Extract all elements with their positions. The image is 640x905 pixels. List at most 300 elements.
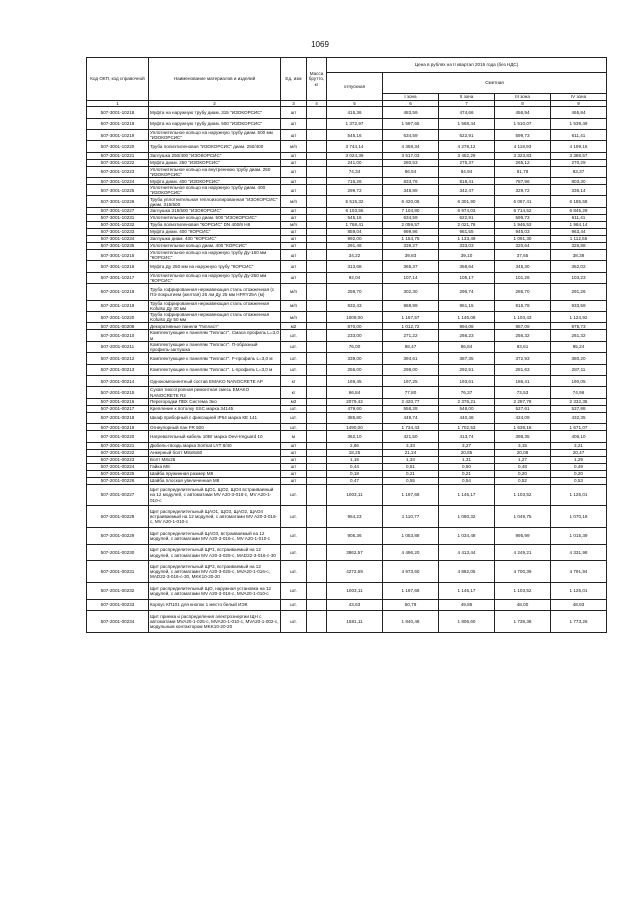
cell-name: Муфта диам. 400 "ИЗОКОРСИС" [149, 178, 281, 185]
cell-name: Шайба плоская увеличенная М8 [149, 477, 281, 484]
cell-price-zone-1: 833,76 [383, 178, 439, 185]
cell-price-zone-2: 818,41 [439, 178, 495, 185]
table-row [87, 118, 607, 129]
cell-price-zone-4: 0,49 [551, 463, 607, 470]
cell-price-zone-1: 50,79 [383, 599, 439, 610]
cell-price-zone-1: 3 517,03 [383, 152, 439, 159]
cell-price-zone-2: 105,17 [439, 272, 495, 283]
table-row [87, 141, 607, 152]
cell-price-zone-3: 456,94 [495, 107, 551, 118]
cell-price-otpusknaya: 992,00 [327, 235, 383, 242]
cell-price-otpusknaya: 545,16 [327, 129, 383, 140]
header-mass: Масса брутто, кг [307, 58, 327, 101]
cell-name: Нагревательный кабель 10Вт марка Devi-Ireguard 10 [149, 431, 281, 442]
table-row [87, 375, 607, 386]
table-row [87, 470, 607, 477]
cell-code: 507-2001-00231 [87, 561, 149, 583]
cell-price-zone-4: 1 015,39 [551, 528, 607, 545]
cell-price-zone-2: 981,55 [439, 228, 495, 235]
cell-code: 507-3001-10218 [87, 107, 149, 118]
cell-name: Уплотнительное кольцо на внутреннюю трубу диам. 250 "ИЗОКОРСИС" [149, 166, 281, 177]
cell-price-zone-4: 287,11 [551, 364, 607, 375]
cell-mass [307, 506, 327, 528]
cell-unit: шт [281, 477, 307, 484]
cell-name: Муфта на наружную трубу диам. 315 "ИЗОКОРСИС" [149, 107, 281, 118]
cell-price-zone-1: 7 104,80 [383, 207, 439, 214]
column-number: 5 [327, 101, 383, 107]
cell-price-zone-1: 280,53 [383, 159, 439, 166]
cell-price-zone-3: 0,48 [495, 463, 551, 470]
cell-price-zone-4: 336,14 [551, 185, 607, 196]
cell-price-zone-1: 298,00 [383, 364, 439, 375]
table-row [87, 528, 607, 545]
cell-code: 507-3001-10235 [87, 242, 149, 249]
cell-unit: шт [281, 249, 307, 260]
cell-code: 507-2001-00216 [87, 398, 149, 405]
cell-price-zone-3: 0,52 [495, 477, 551, 484]
cell-price-otpusknaya: 18,25 [327, 449, 383, 456]
cell-price-zone-1: 2 420,77 [383, 398, 439, 405]
cell-unit: м/п [281, 196, 307, 207]
cell-mass [307, 249, 327, 260]
cell-unit: шт [281, 214, 307, 221]
cell-name: Труба гофрированная нержавеющая сталь отожженная Kofulso Ду 40 мм [149, 300, 281, 311]
cell-price-zone-2: 4 413,44 [439, 544, 495, 561]
cell-price-otpusknaya: 1003,11 [327, 583, 383, 600]
cell-price-zone-4: 432,35 [551, 412, 607, 423]
cell-price-zone-3: 345,30 [495, 261, 551, 272]
cell-price-otpusknaya: 2,86 [327, 442, 383, 449]
table-body [87, 107, 607, 633]
cell-price-zone-4: 48,93 [551, 599, 607, 610]
cell-price-zone-4: 103,23 [551, 272, 607, 283]
cell-name: Уплотнительное кольцо диам. 500 "ИЗОКОРСИС" [149, 214, 281, 221]
cell-price-otpusknaya: 1 372,97 [327, 118, 383, 129]
cell-price-zone-4: 1 124,92 [551, 312, 607, 323]
cell-name: Муфта диам. 250 "ИЗОКОРСИС" [149, 159, 281, 166]
cell-price-zone-1: 0,55 [383, 477, 439, 484]
table-row [87, 442, 607, 449]
cell-price-zone-3: 73,53 [495, 387, 551, 398]
table-row [87, 185, 607, 196]
cell-price-otpusknaya: 1009,00 [327, 312, 383, 323]
table-row [87, 412, 607, 423]
cell-price-otpusknaya: 313,68 [327, 261, 383, 272]
cell-code: 507-3001-10231 [87, 214, 149, 221]
cell-mass [307, 412, 327, 423]
cell-unit: м/п [281, 221, 307, 228]
table-row [87, 159, 607, 166]
cell-price-zone-2: 994,08 [439, 323, 495, 330]
cell-price-zone-2: 1 702,53 [439, 424, 495, 431]
cell-price-zone-2: 193,61 [439, 375, 495, 386]
cell-name: Анкерный болт М8х8х60 [149, 449, 281, 456]
cell-price-otpusknaya: 43,63 [327, 599, 383, 610]
cell-price-zone-1: 302,30 [383, 284, 439, 301]
cell-mass [307, 599, 327, 610]
cell-price-otpusknaya: 5 515,32 [327, 196, 383, 207]
cell-name: Уплотнительное кольцо диам. 400 "КОРСИС" [149, 242, 281, 249]
header-zone-2: II зона [439, 94, 495, 101]
cell-name: Уплотнительное кольцо на наружную трубу диам. 400 "ИЗОКОРСИС" [149, 185, 281, 196]
cell-price-zone-4: 537,88 [551, 405, 607, 412]
cell-code: 507-2001-00227 [87, 484, 149, 506]
cell-price-otpusknaya: 1 768,41 [327, 221, 383, 228]
cell-price-zone-1: 86,54 [383, 166, 439, 177]
header-zone-1: I зона [383, 94, 439, 101]
table-row [87, 544, 607, 561]
cell-name: Уплотнительное кольцо на наружную трубу Ду-250 мм "КОРСИС" [149, 272, 281, 283]
cell-price-zone-1: 77,80 [383, 387, 439, 398]
cell-price-zone-3: 48,00 [495, 599, 551, 610]
table-row [87, 484, 607, 506]
cell-code: 507-2001-00213 [87, 364, 149, 375]
cell-unit: шт [281, 129, 307, 140]
cell-unit: шт [281, 261, 307, 272]
cell-price-zone-4: 74,96 [551, 387, 607, 398]
table-row [87, 561, 607, 583]
cell-price-zone-1: 6 420,08 [383, 196, 439, 207]
cell-price-zone-1: 365,37 [383, 261, 439, 272]
cell-mass [307, 431, 327, 442]
cell-code: 507-2001-00221 [87, 442, 149, 449]
table-row [87, 214, 607, 221]
table-row [87, 431, 607, 442]
cell-code: 507-2001-10218 [87, 284, 149, 301]
cell-name: Перегородки ПВХ Система Эко [149, 398, 281, 405]
cell-name: Щит распределительный ЩАО1, ЩО3, ЩАО2, ЩАО4 встраиваемый на 12 модулей, с автоматами MV A20-3-016-с, MV A20-1-010-с [149, 506, 281, 528]
cell-price-zone-3: 1 639,18 [495, 424, 551, 431]
cell-name: Щит распределительный ЩАО3, встраиваемый на 12 модулей, с автоматами MV A20-3-016-с, MV A20-1-010-с [149, 528, 281, 545]
cell-price-otpusknaya: 241,00 [327, 159, 383, 166]
cell-unit: м2 [281, 398, 307, 405]
table-row [87, 178, 607, 185]
cell-price-zone-2: 20,85 [439, 449, 495, 456]
cell-price-zone-3: 787,96 [495, 178, 551, 185]
cell-code: 507-3001-10232 [87, 221, 149, 228]
cell-price-zone-4: 1 125,01 [551, 583, 607, 600]
column-number: 3 [281, 101, 307, 107]
cell-price-zone-1: 483,59 [383, 107, 439, 118]
table-row [87, 129, 607, 140]
column-number: 4 [307, 101, 327, 107]
cell-mass [307, 528, 327, 545]
cell-name: Заглушка диам. 400 "КОРСИС" [149, 235, 281, 242]
cell-mass [307, 470, 327, 477]
cell-price-zone-2: 1,31 [439, 456, 495, 463]
cell-price-zone-1: 197,25 [383, 375, 439, 386]
cell-mass [307, 341, 327, 352]
cell-price-zone-2: 39,10 [439, 249, 495, 260]
cell-price-zone-2: 2 376,21 [439, 398, 495, 405]
table-row [87, 341, 607, 352]
cell-price-zone-1: 1 154,75 [383, 235, 439, 242]
cell-unit: шт [281, 166, 307, 177]
table-row [87, 387, 607, 398]
cell-unit: шт. [281, 353, 307, 364]
cell-mass [307, 300, 327, 311]
cell-price-zone-3: 527,61 [495, 405, 551, 412]
header-zone-3: III зона [495, 94, 551, 101]
cell-price-zone-2: 292,51 [439, 364, 495, 375]
cell-price-zone-1: 634,59 [383, 129, 439, 140]
cell-price-otpusknaya: 6 103,55 [327, 207, 383, 214]
cell-mass [307, 375, 327, 386]
cell-price-zone-1: 1 012,72 [383, 323, 439, 330]
cell-price-zone-2: 275,37 [439, 159, 495, 166]
cell-price-otpusknaya: 291,46 [327, 242, 383, 249]
cell-price-zone-1: 1 110,77 [383, 506, 439, 528]
cell-price-zone-2: 474,66 [439, 107, 495, 118]
cell-unit: шт [281, 235, 307, 242]
cell-price-zone-4: 1 112,55 [551, 235, 607, 242]
header-otpusknaya: отпускная [327, 73, 383, 101]
cell-mass [307, 242, 327, 249]
cell-code: 507-3001-10225 [87, 185, 149, 196]
cell-mass [307, 272, 327, 283]
cell-price-otpusknaya: 0,18 [327, 470, 383, 477]
cell-price-zone-2: 333,03 [439, 242, 495, 249]
cell-unit: шт [281, 449, 307, 456]
cell-price-zone-2: 296,74 [439, 284, 495, 301]
table-row [87, 152, 607, 159]
cell-name: Труба полиэтиленовая "ИЗОКОРСИС" диам. 250/400 [149, 141, 281, 152]
cell-mass [307, 221, 327, 228]
cell-price-zone-4: 83,37 [551, 166, 607, 177]
cell-unit: шт. [281, 599, 307, 610]
cell-code: 507-2001-00228 [87, 506, 149, 528]
cell-price-zone-2: 1 146,17 [439, 583, 495, 600]
cell-price-zone-3: 281,63 [495, 364, 551, 375]
cell-mass [307, 261, 327, 272]
table-row [87, 261, 607, 272]
table-row [87, 196, 607, 207]
cell-price-otpusknaya: 2079,42 [327, 398, 383, 405]
cell-price-otpusknaya: 415,36 [327, 107, 383, 118]
cell-price-zone-4: 1 125,01 [551, 484, 607, 506]
cell-name: Крепление к потолку SSC марка 34145 [149, 405, 281, 412]
cell-mass [307, 449, 327, 456]
cell-price-zone-1: 1 167,66 [383, 484, 439, 506]
cell-price-zone-4: 4 791,94 [551, 561, 607, 583]
cell-unit: шт. [281, 528, 307, 545]
table-row [87, 506, 607, 528]
cell-price-zone-2: 2 021,76 [439, 221, 495, 228]
cell-price-zone-1: 4 358,34 [383, 141, 439, 152]
cell-unit: шт. [281, 424, 307, 431]
cell-unit: шт. [281, 341, 307, 352]
cell-name: Муфта Ду 250 мм на наружную трубу "КОРСИС" [149, 261, 281, 272]
cell-price-zone-2: 358,64 [439, 261, 495, 272]
table-row [87, 300, 607, 311]
cell-unit: м [281, 431, 307, 442]
cell-price-zone-2: 413,74 [439, 431, 495, 442]
cell-price-zone-1: 2 059,57 [383, 221, 439, 228]
cell-price-zone-4: 291,26 [551, 284, 607, 301]
cell-price-zone-2: 1 568,44 [439, 118, 495, 129]
cell-unit: шт. [281, 405, 307, 412]
cell-name: Однокомпонентный состав EMAKO NANOCRETE AP [149, 375, 281, 386]
cell-unit: шт. [281, 583, 307, 600]
cell-price-zone-1: 1 840,48 [383, 611, 439, 633]
cell-price-zone-4: 261,32 [551, 330, 607, 341]
cell-price-zone-1: 3,33 [383, 442, 439, 449]
cell-unit: шт. [281, 330, 307, 341]
cell-name: Сухая тиксотропная ремонтная смесь EMAKO NANOCRETE R2 [149, 387, 281, 398]
cell-price-zone-4: 975,73 [551, 323, 607, 330]
cell-price-zone-1: 0,21 [383, 470, 439, 477]
table-row [87, 272, 607, 283]
cell-price-zone-3: 599,73 [495, 129, 551, 140]
cell-price-zone-1: 421,50 [383, 431, 439, 442]
cell-code: 507-3001-10234 [87, 235, 149, 242]
cell-price-zone-3: 599,73 [495, 214, 551, 221]
cell-mass [307, 141, 327, 152]
cell-price-zone-2: 951,15 [439, 300, 495, 311]
cell-price-zone-1: 1,34 [383, 456, 439, 463]
cell-price-zone-2: 76,37 [439, 387, 495, 398]
cell-mass [307, 214, 327, 221]
table-row [87, 330, 607, 341]
cell-code: 507-3001-10217 [87, 272, 149, 283]
cell-code: 507-2001-00220 [87, 431, 149, 442]
cell-price-zone-3: 424,09 [495, 412, 551, 423]
cell-price-zone-4: 611,41 [551, 129, 607, 140]
cell-price-otpusknaya: 169,45 [327, 375, 383, 386]
cell-price-otpusknaya: 385,80 [327, 412, 383, 423]
cell-price-otpusknaya: 905,36 [327, 528, 383, 545]
cell-price-zone-2: 84,94 [439, 166, 495, 177]
cell-code: 507-2001-00226 [87, 477, 149, 484]
cell-price-otpusknaya: 76,00 [327, 341, 383, 352]
cell-price-zone-3: 1 946,53 [495, 221, 551, 228]
cell-code: 507-2001-00212 [87, 353, 149, 364]
cell-code: 507-2001-00224 [87, 463, 149, 470]
cell-price-zone-2: 0,50 [439, 463, 495, 470]
cell-mass [307, 178, 327, 185]
cell-price-zone-3: 6 714,52 [495, 207, 551, 214]
cell-unit: м/п [281, 312, 307, 323]
cell-price-zone-2: 622,91 [439, 129, 495, 140]
cell-code: 507-2001-00210 [87, 330, 149, 341]
cell-price-zone-3: 6 067,41 [495, 196, 551, 207]
cell-name: Заглушка 315/500 "ИЗОКОРСИС" [149, 207, 281, 214]
cell-price-otpusknaya: 66,84 [327, 387, 383, 398]
table-row [87, 312, 607, 323]
cell-price-zone-3: 945,03 [495, 228, 551, 235]
cell-price-zone-4: 4 199,15 [551, 141, 607, 152]
cell-price-otpusknaya: 74,34 [327, 166, 383, 177]
cell-price-zone-1: 558,28 [383, 405, 439, 412]
table-row [87, 449, 607, 456]
cell-price-zone-3: 186,41 [495, 375, 551, 386]
cell-unit: шт [281, 118, 307, 129]
cell-price-zone-3: 37,65 [495, 249, 551, 260]
cell-unit: м/п [281, 284, 307, 301]
cell-unit: шт [281, 178, 307, 185]
cell-price-otpusknaya: 92,04 [327, 272, 383, 283]
cell-mass [307, 235, 327, 242]
cell-price-zone-3: 372,93 [495, 353, 551, 364]
cell-price-zone-4: 38,38 [551, 249, 607, 260]
cell-name: Огнеупорный пан FR 500 [149, 424, 281, 431]
cell-code: 507-3001-10223 [87, 166, 149, 177]
table-row [87, 353, 607, 364]
cell-price-otpusknaya: 3862,57 [327, 544, 383, 561]
cell-code: 507-3001-10215 [87, 249, 149, 260]
column-number: 2 [149, 101, 281, 107]
cell-price-zone-3: 1 091,30 [495, 235, 551, 242]
cell-price-zone-1: 88,47 [383, 341, 439, 352]
cell-code: 507-2001-00208 [87, 323, 149, 330]
cell-unit: шт [281, 463, 307, 470]
cell-mass [307, 484, 327, 506]
cell-price-zone-2: 86,84 [439, 341, 495, 352]
cell-name: Щит распределительный ЩО, наружная установка на 12 модулей, с автоматами MV A20-3-016-с, MVA20-1-010-с [149, 583, 281, 600]
table-row [87, 242, 607, 249]
cell-price-zone-2: 1 133,49 [439, 235, 495, 242]
cell-price-zone-3: 957,09 [495, 323, 551, 330]
cell-mass [307, 159, 327, 166]
cell-unit: шт. [281, 364, 307, 375]
cell-name: Труба гофрированная нержавеющая сталь отожженная (с ПЭ покрытием (желтая) 25 лм Ду 25 мм HFRY25А (м) [149, 284, 281, 301]
cell-price-zone-3: 81,78 [495, 166, 551, 177]
cell-code: 507-2001-00217 [87, 405, 149, 412]
cell-mass [307, 463, 327, 470]
cell-price-zone-4: 963,44 [551, 228, 607, 235]
column-number: 8 [495, 101, 551, 107]
cell-price-zone-2: 1 034,48 [439, 528, 495, 545]
cell-price-zone-4: 406,10 [551, 431, 607, 442]
cell-mass [307, 312, 327, 323]
cell-code: 507-3001-10222 [87, 159, 149, 166]
cell-code: 507-2001-00211 [87, 341, 149, 352]
cell-code: 507-3001-10224 [87, 178, 149, 185]
cell-price-zone-3: 995,99 [495, 528, 551, 545]
cell-unit: шт [281, 228, 307, 235]
cell-unit: шт [281, 470, 307, 477]
header-code: Код ОКП, код справочной [87, 58, 149, 101]
cell-unit: шт. [281, 611, 307, 633]
cell-name: Уплотнительное кольцо на наружную трубу Ду-160 мм "КОРСИС" [149, 249, 281, 260]
cell-name: Муфта на наружную трубу диам. 500 "ИЗОКОРСИС" [149, 118, 281, 129]
cell-price-otpusknaya: 3 744,14 [327, 141, 383, 152]
cell-price-zone-4: 933,59 [551, 300, 607, 311]
cell-price-zone-1: 339,27 [383, 242, 439, 249]
cell-mass [307, 166, 327, 177]
cell-price-otpusknaya: 870,00 [327, 323, 383, 330]
cell-name: Комплектующие к панелям "Гиплаcт". F-профиль L=3,0 м [149, 353, 281, 364]
cell-price-zone-2: 4 882,05 [439, 561, 495, 583]
cell-code: 507-3001-10220 [87, 141, 149, 152]
table-row [87, 207, 607, 214]
cell-price-zone-3: 0,20 [495, 470, 551, 477]
cell-price-zone-2: 266,23 [439, 330, 495, 341]
table-row [87, 583, 607, 600]
cell-mass [307, 424, 327, 431]
cell-price-otpusknaya: 362,10 [327, 431, 383, 442]
table-row [87, 166, 607, 177]
cell-price-zone-3: 83,61 [495, 341, 551, 352]
cell-price-zone-2: 4 278,12 [439, 141, 495, 152]
cell-unit: шт. [281, 561, 307, 583]
cell-code: 507-2001-00232 [87, 583, 149, 600]
cell-code: 507-3001-10216 [87, 261, 149, 272]
table-row [87, 599, 607, 610]
cell-code: 507-3001-10218 [87, 118, 149, 129]
cell-price-zone-2: 440,48 [439, 412, 495, 423]
cell-unit: шт [281, 107, 307, 118]
